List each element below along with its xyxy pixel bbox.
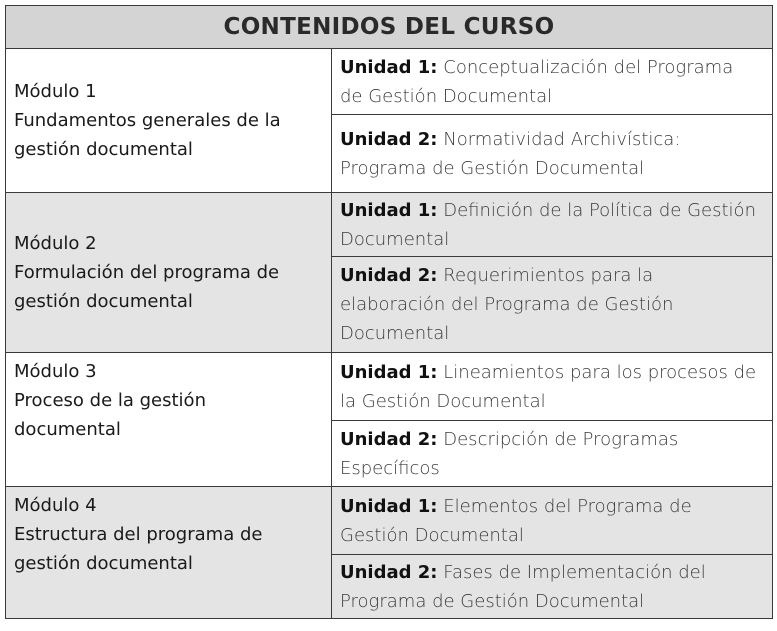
module-4-name-line-1: Estructura del programa de bbox=[14, 524, 263, 545]
unit-text: Elementos del Programa de bbox=[443, 495, 692, 517]
module-3-cell bbox=[6, 353, 332, 487]
module-2-cell bbox=[6, 193, 332, 353]
unit-label: Unidad 2: bbox=[340, 128, 438, 150]
unit-text-cont: Gestión Documental bbox=[340, 524, 524, 546]
module-1-label: Módulo 1 bbox=[14, 81, 97, 102]
module-1-unit-2 bbox=[332, 115, 773, 193]
unit-text-cont: Programa de Gestión Documental bbox=[340, 590, 645, 612]
unit-text-cont: de Gestión Documental bbox=[340, 85, 553, 107]
unit-text: Descripción de Programas bbox=[443, 428, 679, 450]
module-2-name-line-1: Formulación del programa de bbox=[14, 262, 280, 283]
unit-text-cont-2: Documental bbox=[340, 323, 450, 344]
unit-text: Definición de la Política de Gestión bbox=[443, 199, 756, 221]
module-1-name-line-2: gestión documental bbox=[14, 139, 193, 160]
module-2-label: Módulo 2 bbox=[14, 233, 97, 254]
unit-label: Unidad 1: bbox=[340, 199, 438, 221]
module-3-unit-2 bbox=[332, 421, 773, 487]
unit-text: Fases de Implementación del bbox=[443, 561, 706, 583]
module-2-unit-1 bbox=[332, 193, 773, 257]
unit-label: Unidad 1: bbox=[340, 361, 438, 383]
unit-text-cont: Programa de Gestión Documental bbox=[340, 157, 645, 179]
module-3-label: Módulo 3 bbox=[14, 361, 97, 382]
module-4-row-unit-1 bbox=[6, 487, 773, 555]
unit-label: Unidad 2: bbox=[340, 561, 438, 583]
module-1-name-line-1: Fundamentos generales de la bbox=[14, 110, 281, 131]
table-title: CONTENIDOS DEL CURSO bbox=[6, 6, 773, 49]
unit-label: Unidad 2: bbox=[340, 265, 438, 286]
module-3-name-line-1: Proceso de la gestión bbox=[14, 390, 206, 411]
table-header-row bbox=[6, 6, 773, 49]
unit-text: Normatividad Archivística: bbox=[443, 128, 681, 150]
course-contents bbox=[5, 5, 772, 619]
module-4-unit-2 bbox=[332, 555, 773, 619]
module-4-unit-1 bbox=[332, 487, 773, 555]
module-4-label: Módulo 4 bbox=[14, 495, 97, 516]
module-3-unit-1 bbox=[332, 353, 773, 421]
unit-text-cont: Documental bbox=[340, 228, 450, 250]
module-4-cell bbox=[6, 487, 332, 619]
module-3-name-line-2: documental bbox=[14, 419, 121, 440]
module-2-name-line-2: gestión documental bbox=[14, 291, 193, 312]
course-contents-table bbox=[5, 5, 773, 619]
unit-text-cont: la Gestión Documental bbox=[340, 390, 546, 412]
unit-label: Unidad 2: bbox=[340, 428, 438, 450]
module-1-cell bbox=[6, 49, 332, 193]
module-4-name-line-2: gestión documental bbox=[14, 553, 193, 574]
module-3-row-unit-1 bbox=[6, 353, 773, 421]
unit-text-cont: elaboración del Programa de Gestión bbox=[340, 294, 674, 315]
module-2-row-unit-1 bbox=[6, 193, 773, 257]
module-1-row-unit-1 bbox=[6, 49, 773, 115]
module-2-unit-2 bbox=[332, 257, 773, 353]
unit-text: Conceptualización del Programa bbox=[443, 56, 734, 78]
module-1-unit-1 bbox=[332, 49, 773, 115]
unit-label: Unidad 1: bbox=[340, 495, 438, 517]
unit-text-cont: Específicos bbox=[340, 457, 440, 479]
unit-text: Lineamientos para los procesos de bbox=[443, 361, 757, 383]
unit-label: Unidad 1: bbox=[340, 56, 438, 78]
unit-text: Requerimientos para la bbox=[443, 265, 654, 286]
